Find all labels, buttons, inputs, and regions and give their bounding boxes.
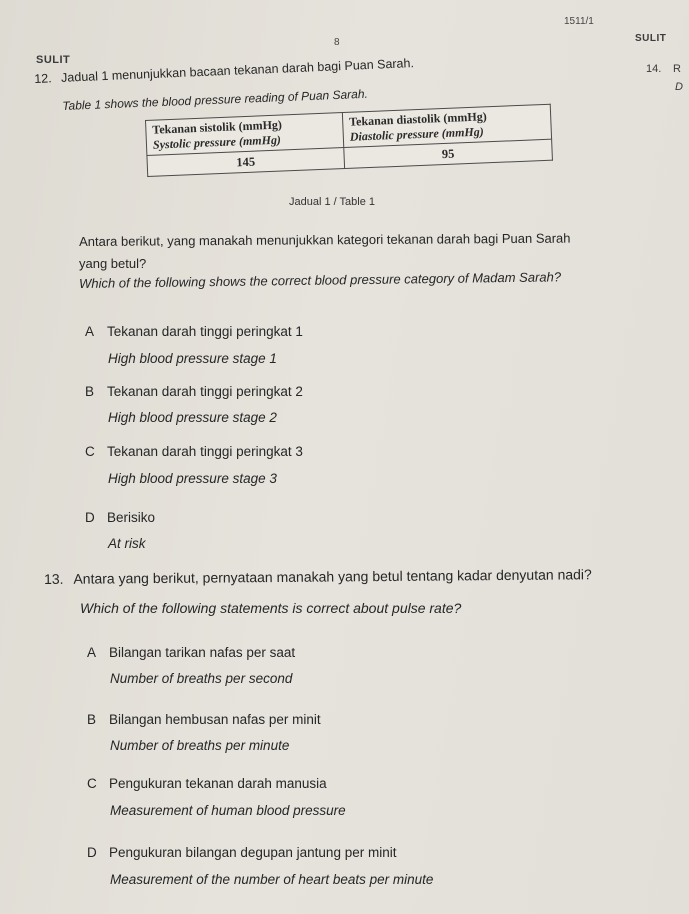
- option-d-en: At risk: [108, 536, 146, 551]
- next-page-fragment: D: [675, 81, 683, 93]
- page-code: 1511/1: [564, 16, 594, 27]
- sulit-label-right: SULIT: [635, 33, 667, 44]
- stem-text: Jadual 1 menunjukkan bacaan tekanan darah bagi Puan Sarah.: [60, 56, 415, 85]
- option-a[interactable]: [87, 645, 295, 660]
- table-cell-systolic: 145: [147, 148, 345, 177]
- question-13-text-en: Which of the following statements is correct about pulse rate?: [80, 600, 462, 616]
- option-letter: C: [87, 776, 97, 791]
- option-text-ms: Tekanan darah tinggi peringkat 3: [107, 444, 303, 459]
- option-b[interactable]: [87, 712, 321, 727]
- question-12-text-en: Which of the following shows the correct blood pressure category of Madam Sarah?: [79, 269, 562, 291]
- next-page-question-number: 14.: [646, 63, 662, 75]
- option-b-en: High blood pressure stage 2: [108, 410, 277, 425]
- question-12-text-ms-cont: yang betul?: [79, 256, 147, 271]
- question-13-text-ms: [44, 566, 592, 587]
- header-en: Systolic pressure (mmHg): [152, 132, 282, 152]
- table-cell-diastolic: 95: [344, 139, 553, 168]
- page-number: 8: [334, 37, 340, 48]
- header-ms: Tekanan sistolik (mmHg): [152, 117, 283, 137]
- option-text-ms: Tekanan darah tinggi peringkat 1: [107, 324, 303, 339]
- option-b[interactable]: [85, 384, 303, 399]
- option-text-ms: Bilangan hembusan nafas per minit: [109, 712, 321, 727]
- option-text-ms: Pengukuran bilangan degupan jantung per minit: [109, 845, 397, 860]
- option-letter: C: [85, 444, 95, 459]
- option-c-en: Measurement of human blood pressure: [110, 803, 346, 818]
- question-number: 12.: [34, 71, 52, 86]
- option-a-en: Number of breaths per second: [110, 671, 293, 686]
- option-c-en: High blood pressure stage 3: [108, 471, 277, 486]
- question-text: Antara yang berikut, pernyataan manakah yang betul tentang kadar denyutan nadi?: [73, 566, 592, 587]
- question-number: 13.: [44, 570, 64, 587]
- question-12-stem-en: Table 1 shows the blood pressure reading of Puan Sarah.: [62, 86, 369, 113]
- blood-pressure-table: [145, 104, 553, 177]
- option-a[interactable]: [85, 324, 303, 339]
- option-letter: D: [85, 510, 95, 525]
- next-page-fragment: R: [673, 63, 681, 75]
- option-text-ms: Bilangan tarikan nafas per saat: [109, 645, 296, 660]
- option-letter: B: [85, 384, 95, 399]
- option-d-en: Measurement of the number of heart beats per minute: [110, 872, 434, 887]
- question-12-text-ms: Antara berikut, yang manakah menunjukkan kategori tekanan darah bagi Puan Sarah: [79, 230, 571, 249]
- option-text-ms: Berisiko: [107, 510, 156, 525]
- option-c[interactable]: [85, 444, 303, 459]
- option-letter: D: [87, 845, 97, 860]
- option-letter: A: [87, 645, 97, 660]
- option-letter: B: [87, 712, 97, 727]
- table-caption: Jadual 1 / Table 1: [289, 196, 376, 208]
- header-en: Diastolic pressure (mmHg): [349, 124, 484, 144]
- option-b-en: Number of breaths per minute: [110, 738, 290, 753]
- sulit-label-left: SULIT: [36, 54, 71, 66]
- option-a-en: High blood pressure stage 1: [108, 351, 277, 366]
- option-letter: A: [85, 324, 95, 339]
- question-12-stem-ms: [34, 56, 414, 86]
- option-d[interactable]: [85, 510, 155, 525]
- option-text-ms: Tekanan darah tinggi peringkat 2: [107, 384, 303, 399]
- header-ms: Tekanan diastolik (mmHg): [348, 109, 487, 129]
- option-d[interactable]: [87, 845, 396, 860]
- option-text-ms: Pengukuran tekanan darah manusia: [109, 776, 327, 791]
- option-c[interactable]: [87, 776, 327, 791]
